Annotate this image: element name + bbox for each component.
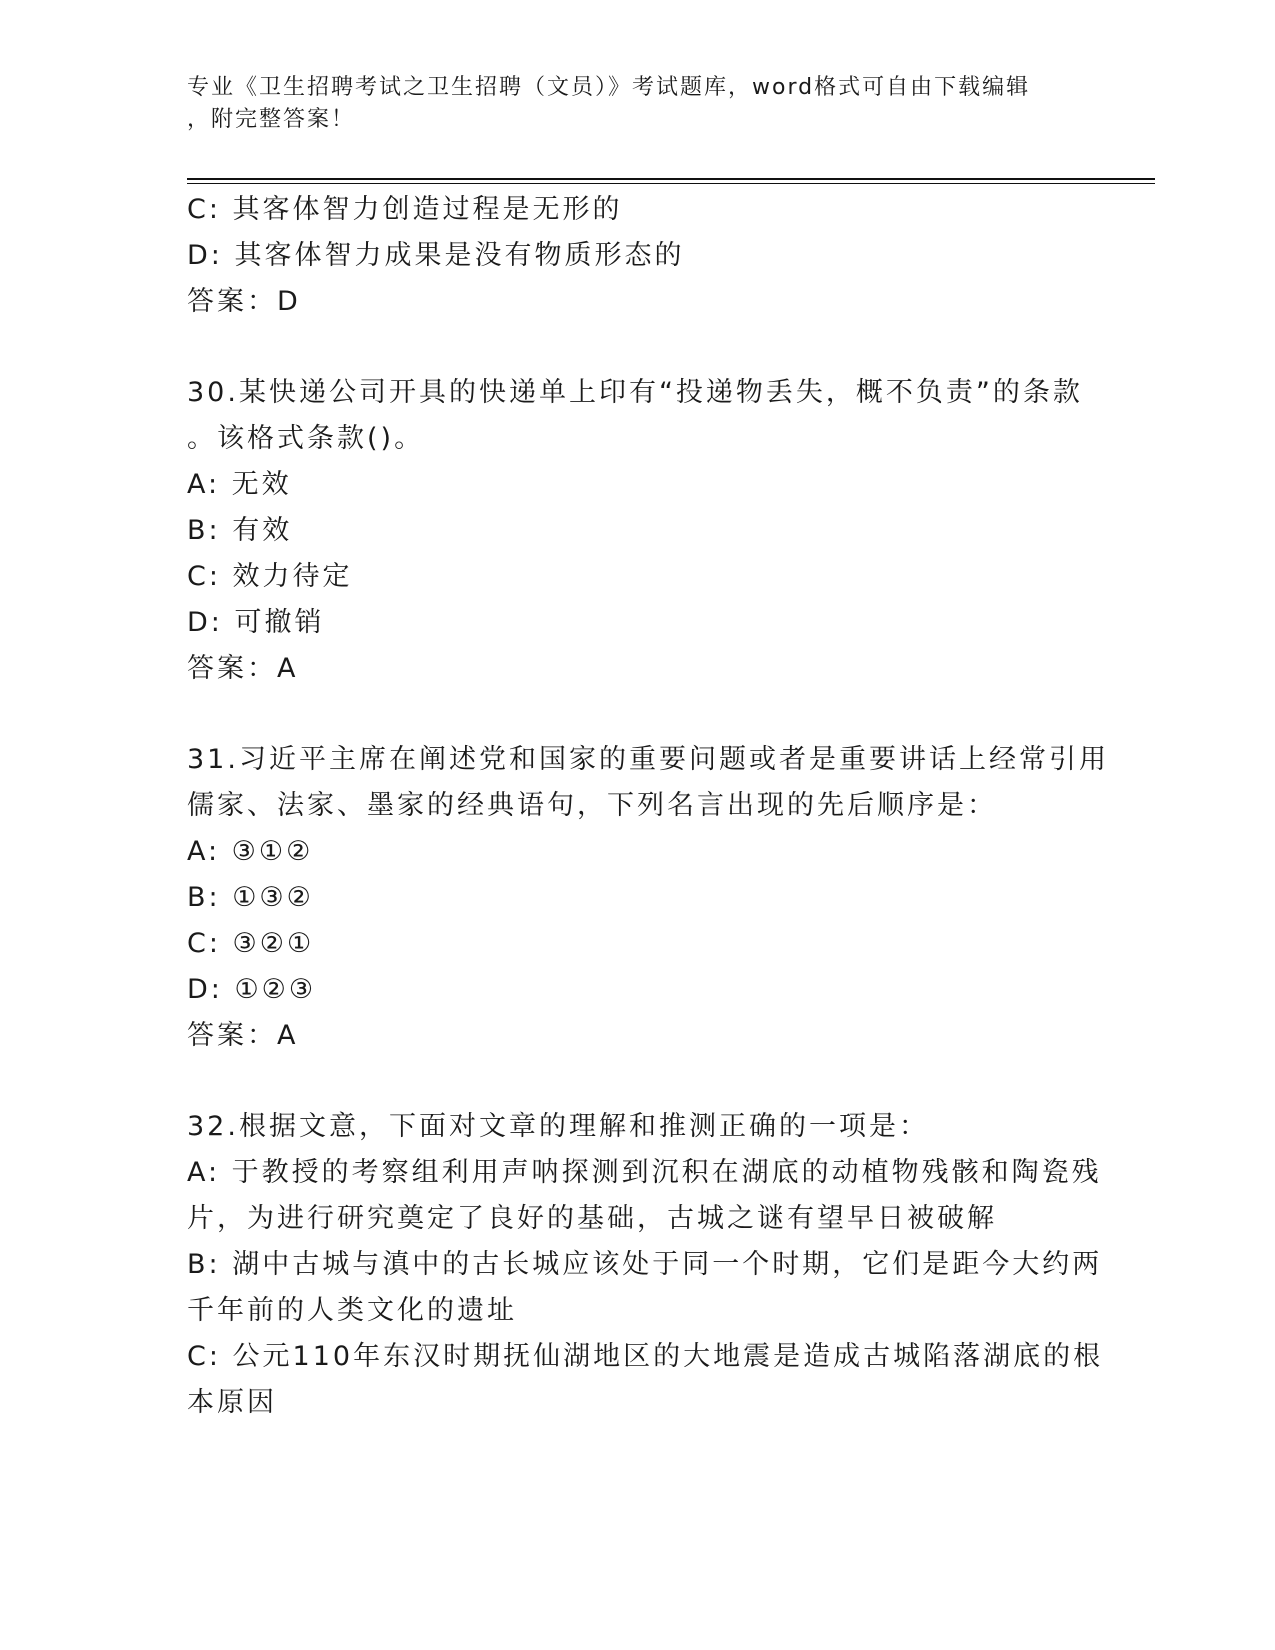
option-b: B: 湖中古城与滇中的古长城应该处于同一个时期，它们是距今大约两 xyxy=(187,1249,1103,1280)
spacer xyxy=(187,692,1087,737)
question-31 xyxy=(187,737,1109,1059)
question-32 xyxy=(187,1104,1104,1426)
question-stem-line: 儒家、法家、墨家的经典语句，下列名言出现的先后顺序是： xyxy=(187,790,997,821)
option-c: C: ③②① xyxy=(187,928,315,959)
question-content xyxy=(187,187,1109,1426)
option-c: C: 其客体智力创造过程是无形的 xyxy=(187,194,623,225)
answer-line: 答案：A xyxy=(187,653,299,684)
option-b-continued: 千年前的人类文化的遗址 xyxy=(187,1295,517,1326)
page-header xyxy=(187,72,1067,136)
header-line-1: 专业《卫生招聘考试之卫生招聘（文员）》考试题库，word格式可自由下载编辑 xyxy=(187,75,1031,100)
option-c: C: 效力待定 xyxy=(187,561,353,592)
option-d: D: ①②③ xyxy=(187,974,317,1005)
option-d: D: 可撤销 xyxy=(187,607,325,638)
question-stem-line: 32.根据文意，下面对文章的理解和推测正确的一项是： xyxy=(187,1111,929,1142)
option-a: A: 于教授的考察组利用声呐探测到沉积在湖底的动植物残骸和陶瓷残 xyxy=(187,1157,1102,1188)
question-stem-line: 30.某快递公司开具的快递单上印有“投递物丢失，概不负责”的条款 xyxy=(187,377,1083,408)
question-30 xyxy=(187,370,1087,692)
option-b: B: 有效 xyxy=(187,515,293,546)
option-d: D: 其客体智力成果是没有物质形态的 xyxy=(187,240,685,271)
question-stem-line: 31.习近平主席在阐述党和国家的重要问题或者是重要讲话上经常引用 xyxy=(187,744,1109,775)
option-a: A: 无效 xyxy=(187,469,292,500)
spacer xyxy=(187,1059,1087,1104)
header-rule-thin xyxy=(187,183,1155,184)
option-a-continued: 片，为进行研究奠定了良好的基础，古城之谜有望早日被破解 xyxy=(187,1203,997,1234)
answer-line: 答案：D xyxy=(187,286,301,317)
spacer xyxy=(187,325,1087,370)
option-a: A: ③①② xyxy=(187,836,314,867)
prev-question-block xyxy=(187,187,1087,325)
question-stem-line: 。该格式条款()。 xyxy=(187,423,425,454)
option-b: B: ①③② xyxy=(187,882,314,913)
header-rule-thick xyxy=(187,178,1155,180)
header-line-2: ，附完整答案！ xyxy=(187,107,356,132)
answer-line: 答案：A xyxy=(187,1020,299,1051)
option-c: C: 公元110年东汉时期抚仙湖地区的大地震是造成古城陷落湖底的根 xyxy=(187,1341,1104,1372)
option-c-continued: 本原因 xyxy=(187,1387,277,1418)
